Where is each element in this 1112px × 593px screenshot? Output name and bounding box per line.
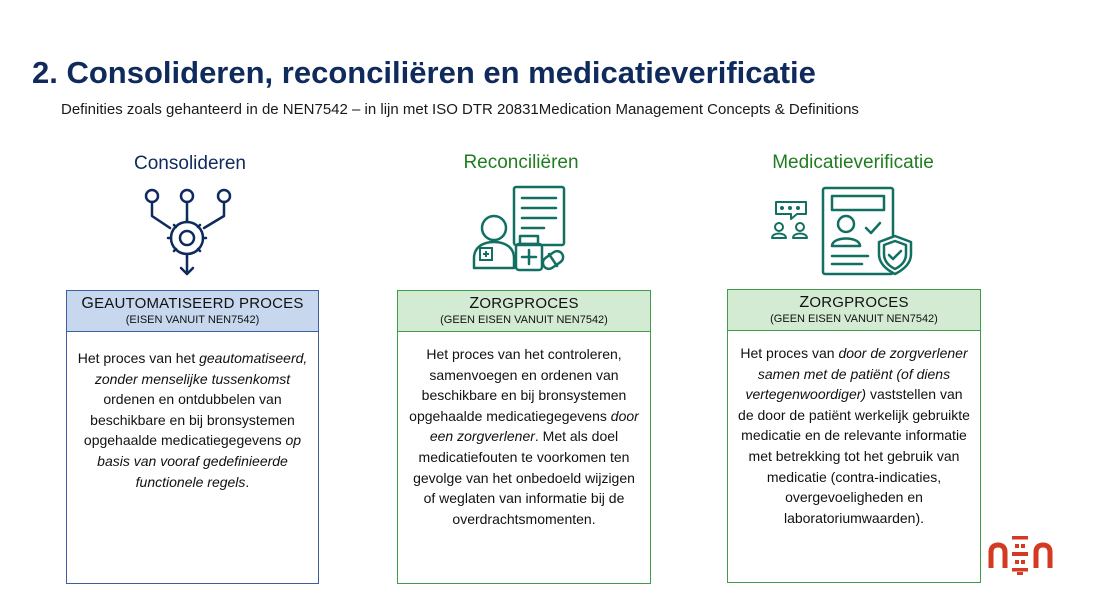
nen-logo	[987, 534, 1057, 576]
verified-document-shield-icon	[768, 184, 918, 278]
process-type-header-care-verification: ZORGPROCES (GEEN EISEN VANUIT NEN7542)	[727, 289, 981, 331]
definition-segment: geautomatiseerd, zonder menselijke tussenkomst	[94, 350, 308, 387]
column-heading-reconcilieren: Reconciliëren	[463, 152, 579, 173]
slide-subtitle: Definities zoals gehanteerd in de NEN7542 – in lijn met ISO DTR 20831Medication Management Concepts & Definitions	[61, 101, 859, 118]
process-type-header-automated: GEAUTOMATISEERD PROCES (EISEN VANUIT NEN7542)	[66, 290, 319, 332]
definition-text-reconcilieren	[397, 332, 651, 584]
definition-segment: vaststellen van de door de patiënt werkelijk gebruikte medicatie en de relevante informatie met betrekking tot het gebruik van medicatie (contra-indicaties, overgevoeligheden en laboratoriumwaarden).	[738, 386, 970, 526]
definition-segment: op basis van vooraf gedefinieerde functionele regels	[97, 432, 302, 490]
column-heading-consolideren: Consolideren	[134, 153, 246, 174]
definition-segment: . Met als doel medicatiefouten te voorkomen ten gevolge van het onbedoeld wijzigen of weglaten van informatie bij de overdrachtsmomenten.	[413, 428, 635, 527]
definition-segment: Het proces van het	[77, 350, 200, 366]
definition-text-medicatieverificatie	[727, 331, 981, 583]
definition-segment: door de zorgverlener samen met de patiënt (of diens vertegenwoordiger)	[745, 345, 968, 403]
definition-text-consolideren	[66, 332, 319, 584]
definition-segment: Het proces van	[740, 345, 839, 361]
column-heading-medicatieverificatie: Medicatieverificatie	[772, 152, 934, 173]
definition-segment: door een zorgverlener	[429, 407, 639, 445]
patient-document-medication-icon	[470, 184, 570, 276]
definition-segment: ordenen en ontdubbelen van beschikbare en bij bronsystemen opgehaalde medicatiegegevens	[83, 391, 295, 449]
process-type-header-care-reconcile: ZORGPROCES (GEEN EISEN VANUIT NEN7542)	[397, 290, 651, 332]
definition-segment: .	[245, 473, 250, 490]
gear-network-icon	[136, 186, 238, 280]
definition-segment: Het proces van het controleren, samenvoegen en ordenen van beschikbare en bij bronsystemen opgehaalde medicatiegegevens	[409, 346, 627, 424]
slide-title: 2. Consolideren, reconciliëren en medicatieverificatie	[32, 55, 816, 90]
